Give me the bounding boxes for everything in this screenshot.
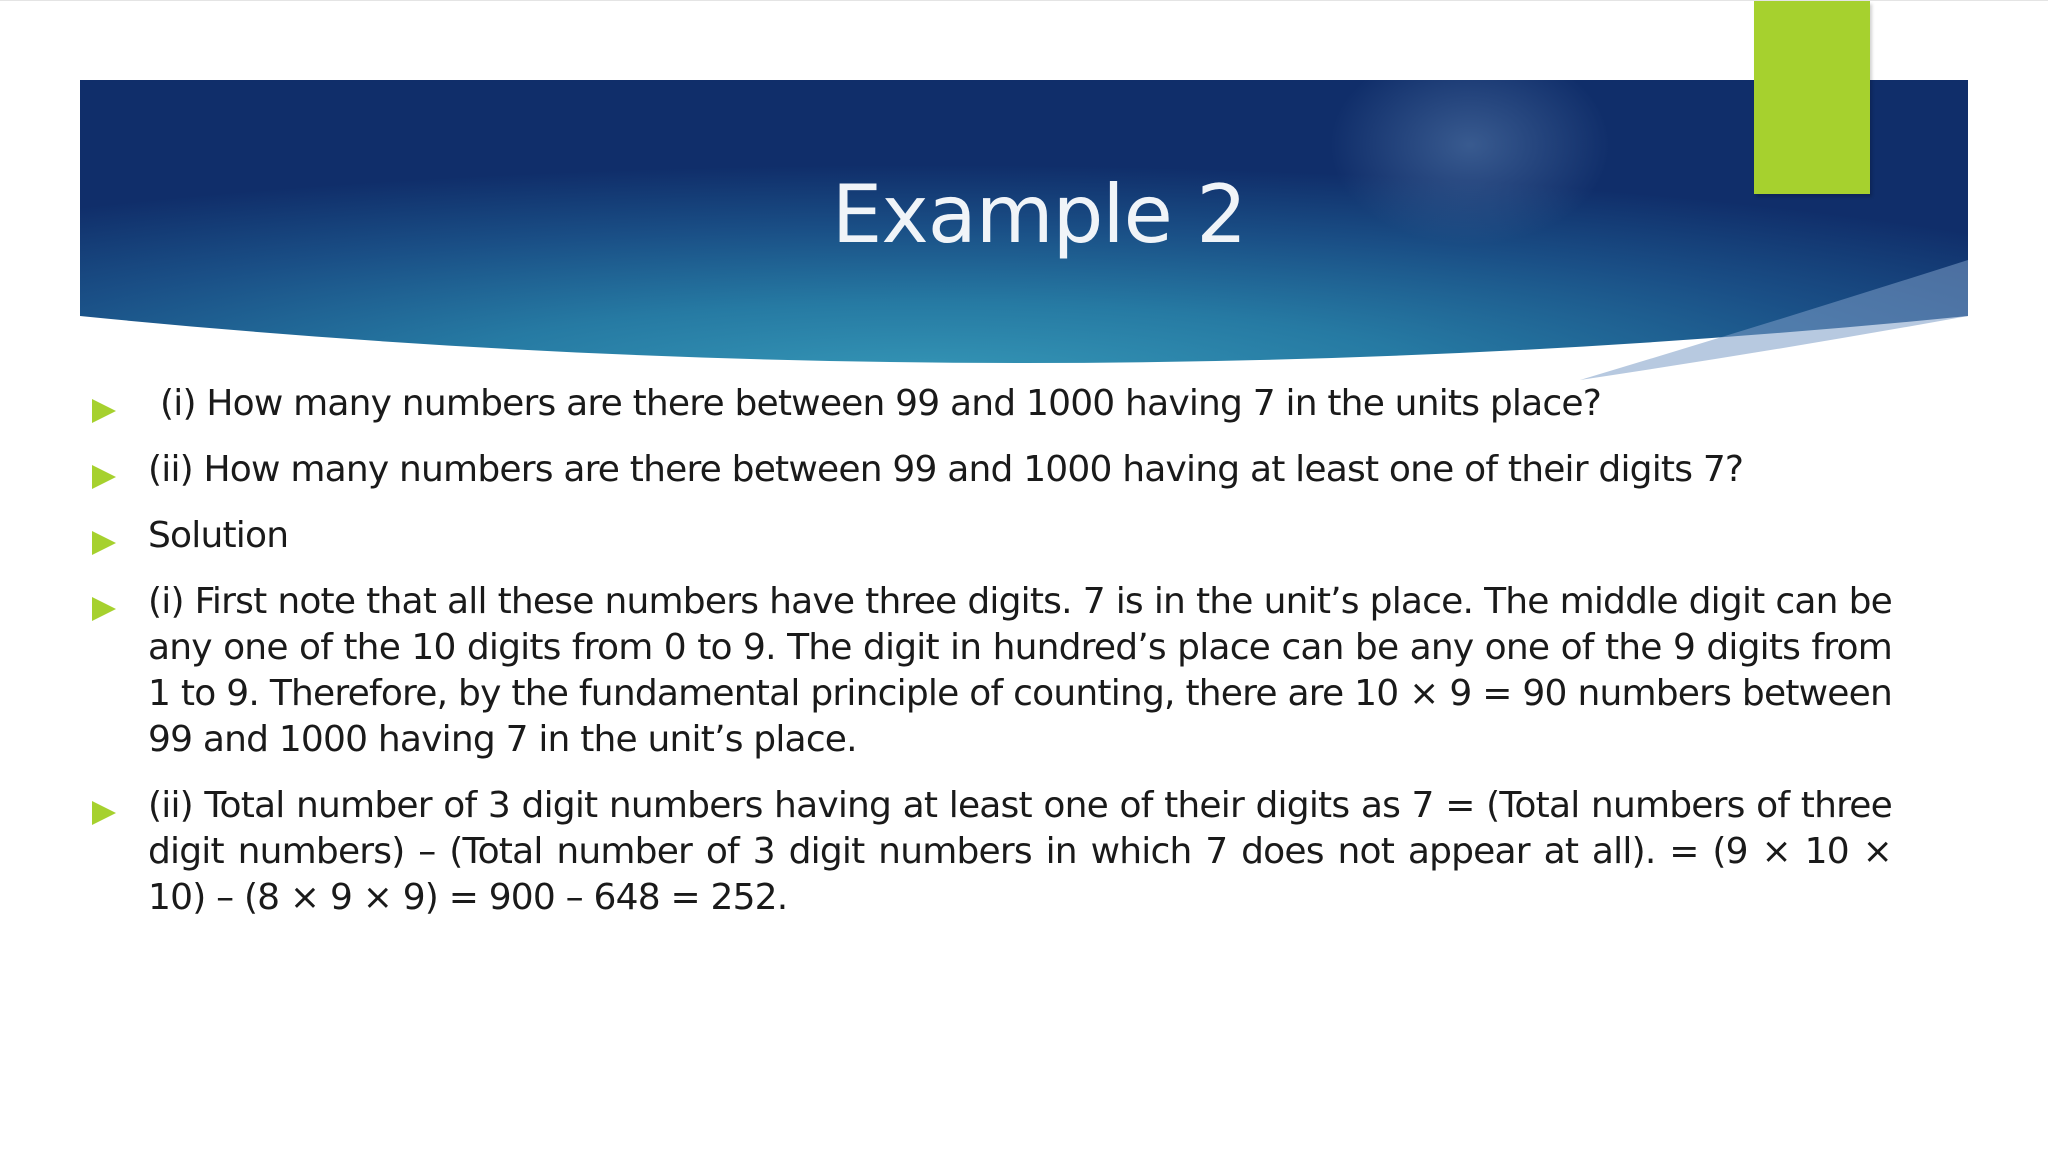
bullet-item <box>90 447 1892 493</box>
bullet-item <box>90 783 1892 921</box>
triangle-right-icon <box>90 783 148 829</box>
bullet-text: (i) First note that all these numbers have three digits. 7 is in the unit’s place. The middle digit can be any one of the 10 digits from 0 to 9. The digit in hundred’s place can be any one of the 9 digits from 1 to 9. Therefore, by the fundamental principle of counting, there are 10 × 9 = 90 numbers between 99 and 1000 having 7 in the unit’s place. <box>148 581 1892 760</box>
bullet-text: Solution <box>148 515 289 556</box>
bullet-text: (ii) How many numbers are there between 99 and 1000 having at least one of their digits 7? <box>148 449 1744 490</box>
triangle-right-icon <box>90 579 148 625</box>
triangle-right-icon <box>90 513 148 559</box>
bullet-text: (i) How many numbers are there between 99 and 1000 having 7 in the units place? <box>160 383 1601 424</box>
triangle-right-icon <box>90 381 148 427</box>
bullet-item <box>90 513 1892 559</box>
slide-title: Example 2 <box>831 168 1247 261</box>
bullet-item <box>90 579 1892 763</box>
bullet-item <box>90 381 1892 427</box>
bullet-list <box>90 381 1892 941</box>
accent-tab-icon <box>1754 1 1870 194</box>
triangle-right-icon <box>90 447 148 493</box>
bullet-text: (ii) Total number of 3 digit numbers having at least one of their digits as 7 = (Total numbers of three digit numbers) – (Total number of 3 digit numbers in which 7 does not appear at all). = (9 × 10 × 10) – (8 × 9 × 9) = 900 – 648 = 252. <box>148 785 1892 918</box>
